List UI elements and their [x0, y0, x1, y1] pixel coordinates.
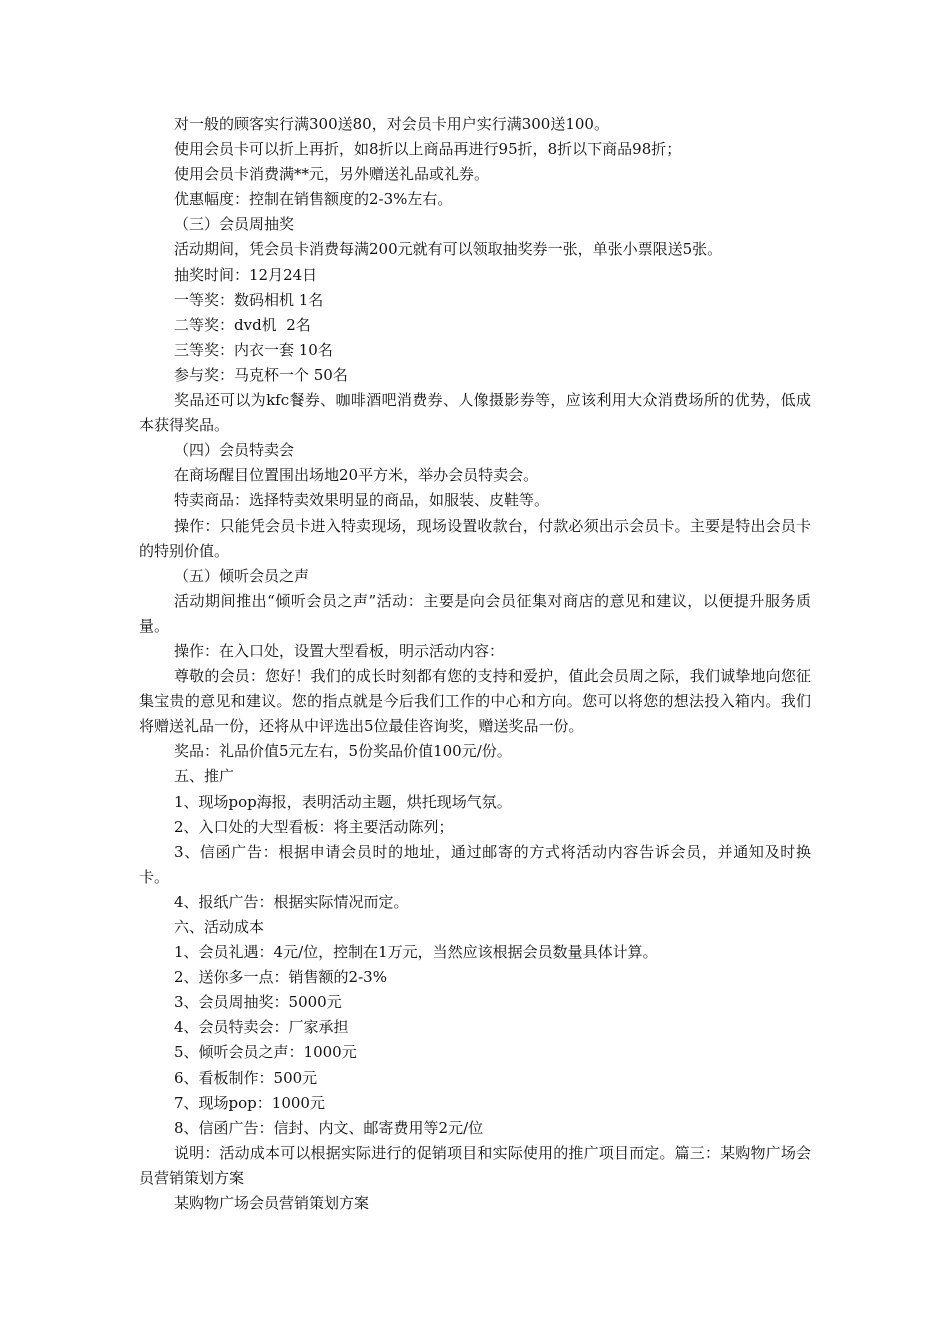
section-heading: （五）倾听会员之声 [174, 566, 310, 585]
paragraph: 尊敬的会员：您好！我们的成长时刻都有您的支持和爱护，值此会员周之际，我们诚挚地向您征集宝贵的意见和建议。您的指点就是今后我们工作的中心和方向。您可以将您的想法投入箱内。我们将赠送礼品一份，还将从中评选出5位最佳咨询奖，赠送奖品一份。 [139, 667, 811, 736]
paragraph: 使用会员卡可以折上再折，如8折以上商品再进行95折，8折以下商品98折； [174, 140, 682, 159]
prize-item: 二等奖：dvd机 2名 [174, 315, 311, 334]
list-item: 4、报纸广告：根据实际情况而定。 [174, 892, 409, 911]
list-item: 1、会员礼遇：4元/位，控制在1万元，当然应该根据会员数量具体计算。 [174, 943, 658, 962]
section-heading: 五、推广 [174, 767, 235, 786]
list-item: 2、送你多一点：销售额的2-3% [174, 968, 387, 987]
list-item: 1、现场pop海报，表明活动主题，烘托现场气氛。 [174, 792, 512, 811]
paragraph: 对一般的顾客实行满300送80，对会员卡用户实行满300送100。 [174, 115, 609, 133]
prize-item: 三等奖：内衣一套 10名 [174, 340, 333, 359]
paragraph: 活动期间，凭会员卡消费每满200元就有可以领取抽奖券一张，单张小票限送5张。 [174, 240, 723, 259]
paragraph: 使用会员卡消费满**元，另外赠送礼品或礼券。 [174, 165, 490, 184]
section-heading: 六、活动成本 [174, 918, 265, 936]
list-item: 8、信函广告：信封、内文、邮寄费用等2元/位 [174, 1118, 484, 1137]
paragraph: 奖品还可以为kfc餐券、咖啡酒吧消费券、人像摄影券等，应该利用大众消费场所的优势，低成本获得奖品。 [139, 391, 811, 435]
paragraph: 奖品：礼品价值5元左右，5份奖品价值100元/份。 [174, 742, 512, 761]
section-heading: （三）会员周抽奖 [174, 215, 295, 234]
list-item: 6、看板制作：500元 [174, 1068, 318, 1087]
paragraph: 抽奖时间：12月24日 [174, 265, 318, 284]
document-body [139, 112, 811, 1216]
list-item: 7、现场pop：1000元 [174, 1093, 325, 1112]
paragraph: 优惠幅度：控制在销售额度的2-3%左右。 [174, 190, 453, 209]
paragraph: 特卖商品：选择特卖效果明显的商品，如服装、皮鞋等。 [174, 491, 550, 510]
prize-item: 参与奖：马克杯一个 50名 [174, 365, 348, 384]
prize-item: 一等奖：数码相机 1名 [174, 290, 324, 309]
paragraph: 操作：在入口处，设置大型看板，明示活动内容： [174, 641, 505, 660]
paragraph: 活动期间推出“倾听会员之声”活动：主要是向会员征集对商店的意见和建议，以便提升服务质量。 [139, 591, 811, 635]
section-title: 某购物广场会员营销策划方案 [174, 1194, 370, 1213]
paragraph: 操作：只能凭会员卡进入特卖现场，现场设置收款台，付款必须出示会员卡。主要是特出会员卡的特别价值。 [139, 516, 811, 560]
list-item: 3、会员周抽奖：5000元 [174, 993, 342, 1012]
section-heading: （四）会员特卖会 [174, 441, 295, 460]
list-item: 3、信函广告：根据申请会员时的地址，通过邮寄的方式将活动内容告诉会员，并通知及时换卡。 [139, 842, 811, 886]
list-item: 2、入口处的大型看板：将主要活动陈列； [174, 817, 454, 836]
paragraph: 说明：活动成本可以根据实际进行的促销项目和实际使用的推广项目而定。篇三：某购物广场会员营销策划方案 [139, 1143, 811, 1187]
list-item: 5、倾听会员之声：1000元 [174, 1043, 357, 1062]
paragraph: 在商场醒目位置围出场地20平方米，举办会员特卖会。 [174, 466, 539, 485]
list-item: 4、会员特卖会：厂家承担 [174, 1018, 349, 1037]
